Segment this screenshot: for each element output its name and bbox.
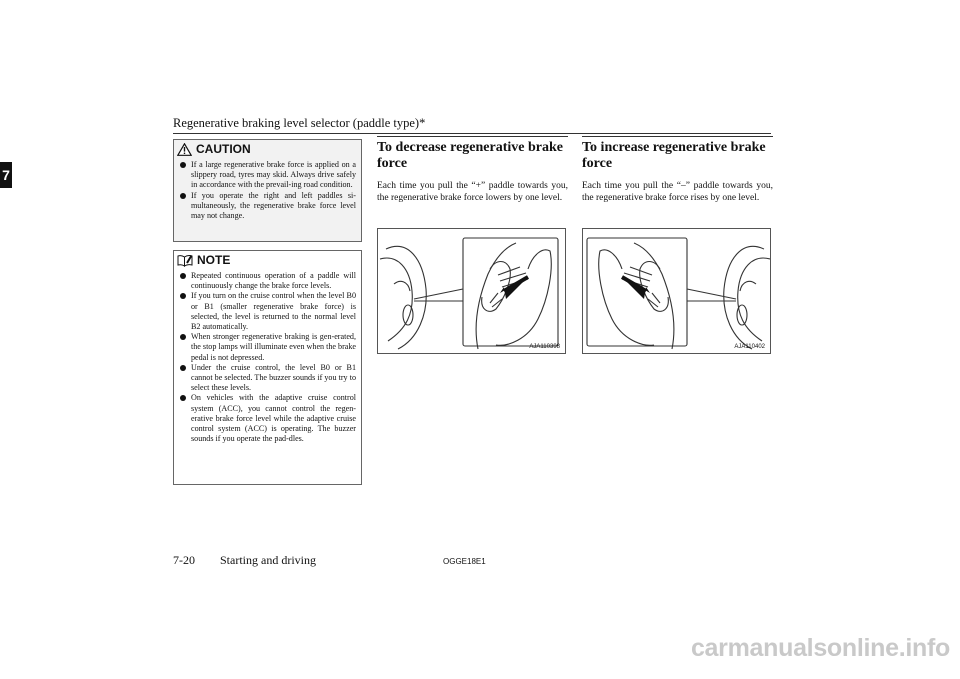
header-rule [173, 133, 771, 134]
decrease-heading: To decrease regenerative brake force [377, 136, 568, 172]
caution-list [174, 158, 361, 221]
warning-icon [177, 143, 192, 156]
running-header: Regenerative braking level selector (paddle type)* [173, 116, 426, 130]
decrease-illustration-code: AJA110398 [529, 344, 560, 350]
note-item: If you turn on the cruise control when the level B0 or B1 (smaller regenerative brake force) is selected, the level is returned to the normal level B2 automatically. [179, 291, 356, 332]
increase-heading: To increase regenerative brake force [582, 136, 773, 172]
note-title: NOTE [197, 253, 231, 267]
increase-illustration [582, 228, 771, 354]
document-code: OGGE18E1 [443, 557, 486, 566]
caution-item: If you operate the right and left paddles si-multaneously, the regenerative brake force level may not change. [179, 191, 356, 222]
chapter-tab: 7 [0, 162, 12, 188]
caution-header [174, 140, 361, 158]
increase-text: Each time you pull the “–” paddle towards you, the regenerative brake force rises by one level. [582, 181, 773, 203]
decrease-illustration [377, 228, 566, 354]
note-pencil-icon [177, 254, 193, 267]
steering-wheel-paddle-minus-illustration [583, 229, 771, 354]
steering-wheel-paddle-plus-illustration [378, 229, 566, 354]
caution-box [173, 139, 362, 242]
note-item: On vehicles with the adaptive cruise control system (ACC), you cannot control the regen-erative brake force level while the adaptive cruise control system (ACC) is operating. The buzzer sounds if you operate the pad-dles. [179, 393, 356, 444]
caution-item: If a large regenerative brake force is applied on a slippery road, tyres may skid. Always drive safely in accordance with the prevail-ing road condition. [179, 160, 356, 191]
increase-illustration-code: AJA110402 [734, 344, 765, 350]
page-number: 7-20 [173, 553, 195, 567]
note-header [174, 251, 361, 269]
caution-title: CAUTION [196, 142, 251, 156]
note-box [173, 250, 362, 485]
decrease-text: Each time you pull the “+” paddle towards you, the regenerative brake force lowers by one level. [377, 181, 568, 203]
note-item: Under the cruise control, the level B0 or B1 cannot be selected. The buzzer sounds if you try to select these levels. [179, 363, 356, 394]
note-item: When stronger regenerative braking is gen-erated, the stop lamps will illuminate even when the brake pedal is not depressed. [179, 332, 356, 363]
section-name: Starting and driving [220, 553, 316, 567]
watermark: carmanualsonline.info [690, 634, 950, 662]
note-item: Repeated continuous operation of a paddle will continuously change the brake force levels. [179, 271, 356, 291]
note-list [174, 269, 361, 444]
